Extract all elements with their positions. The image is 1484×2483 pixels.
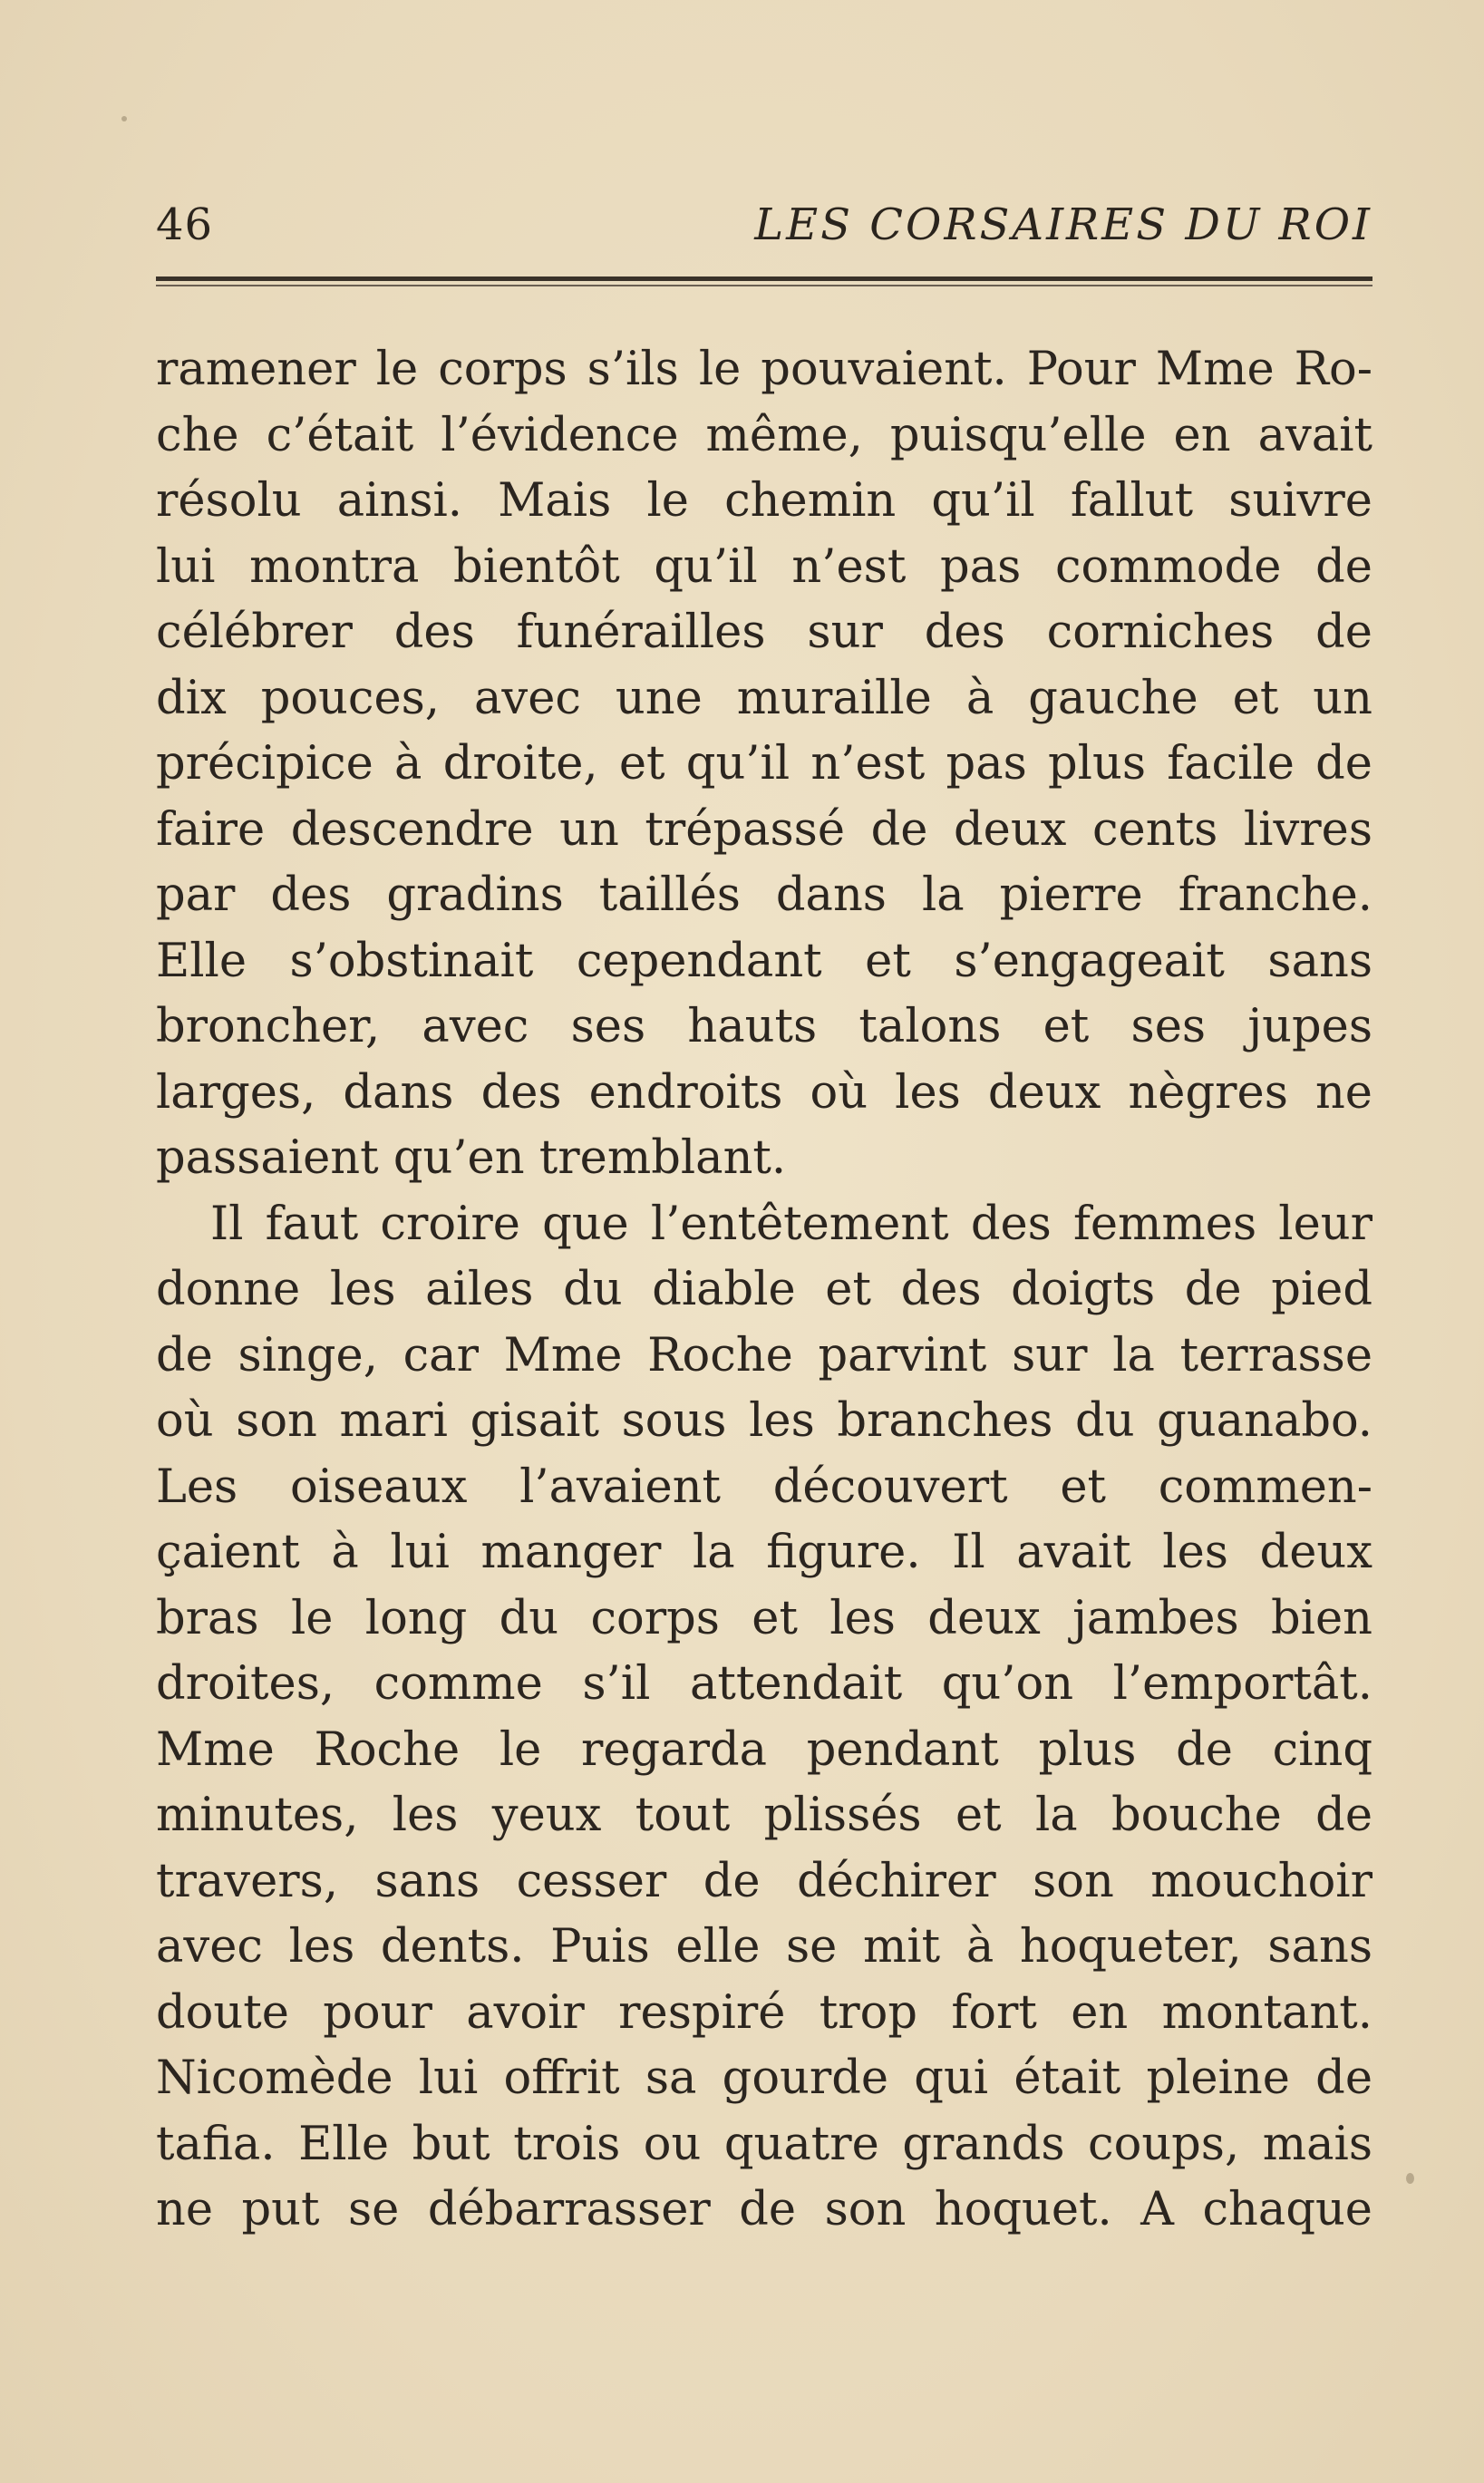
page-number: 46	[156, 199, 214, 250]
text-line: Les oiseaux l’avaient découvert et commen-	[156, 1460, 1372, 1514]
header-rule	[156, 276, 1372, 281]
text-line: travers, sans cesser de déchirer son mouchoir	[156, 1854, 1372, 1908]
text-line: droites, comme s’il attendait qu’on l’emportât.	[156, 1657, 1372, 1711]
text-line: lui montra bientôt qu’il n’est pas commode de	[156, 539, 1372, 594]
text-line: tafia. Elle but trois ou quatre grands coups, mais	[156, 2117, 1372, 2171]
text-line: dix pouces, avec une muraille à gauche et un	[156, 671, 1372, 725]
text-line: larges, dans des endroits où les deux nègres ne	[156, 1065, 1372, 1120]
text-line: minutes, les yeux tout plissés et la bouche de	[156, 1789, 1372, 1842]
text-line: Elle s’obstinait cependant et s’engageait sans	[156, 934, 1372, 988]
text-line: bras le long du corps et les deux jambes bien	[156, 1591, 1372, 1645]
running-head	[156, 192, 1372, 265]
text-line: Nicomède lui offrit sa gourde qui était pleine de	[156, 2051, 1372, 2105]
book-title: LES CORSAIRES DU ROI	[754, 199, 1372, 250]
text-line: précipice à droite, et qu’il n’est pas plus facile de	[156, 737, 1372, 790]
text-line: par des gradins taillés dans la pierre franche.	[156, 868, 1372, 922]
text-line: broncher, avec ses hauts talons et ses jupes	[156, 1000, 1372, 1053]
text-line: ramener le corps s’ils le pouvaient. Pour Mme Ro-	[156, 343, 1372, 396]
text-line: doute pour avoir respiré trop fort en montant.	[156, 1985, 1372, 2040]
paper-speck	[1406, 2173, 1414, 2184]
text-line: résolu ainsi. Mais le chemin qu’il fallut suivre	[156, 474, 1372, 528]
text-line: célébrer des funérailles sur des corniches de	[156, 606, 1372, 659]
text-line: passaient qu’en tremblant.	[156, 1131, 787, 1185]
body-text	[156, 337, 1372, 2244]
text-line: faire descendre un trépassé de deux cents livres	[156, 802, 1372, 857]
text-line: ne put se débarrasser de son hoquet. A chaque	[156, 2183, 1372, 2236]
text-line: avec les dents. Puis elle se mit à hoqueter, sans	[156, 1920, 1372, 1974]
text-line: donne les ailes du diable et des doigts de pied	[156, 1263, 1372, 1316]
text-line: Il faut croire que l’entêtement des femmes leur	[210, 1197, 1372, 1251]
text-line: çaient à lui manger la figure. Il avait les deux	[156, 1526, 1372, 1579]
text-line: de singe, car Mme Roche parvint sur la terrasse	[156, 1328, 1372, 1382]
paper-speck	[121, 116, 127, 121]
text-line: où son mari gisait sous les branches du guanabo.	[156, 1394, 1372, 1448]
text-line: Mme Roche le regarda pendant plus de cinq	[156, 1722, 1372, 1777]
header-rule-thin	[156, 285, 1372, 286]
text-line: che c’était l’évidence même, puisqu’elle en avait	[156, 408, 1372, 462]
